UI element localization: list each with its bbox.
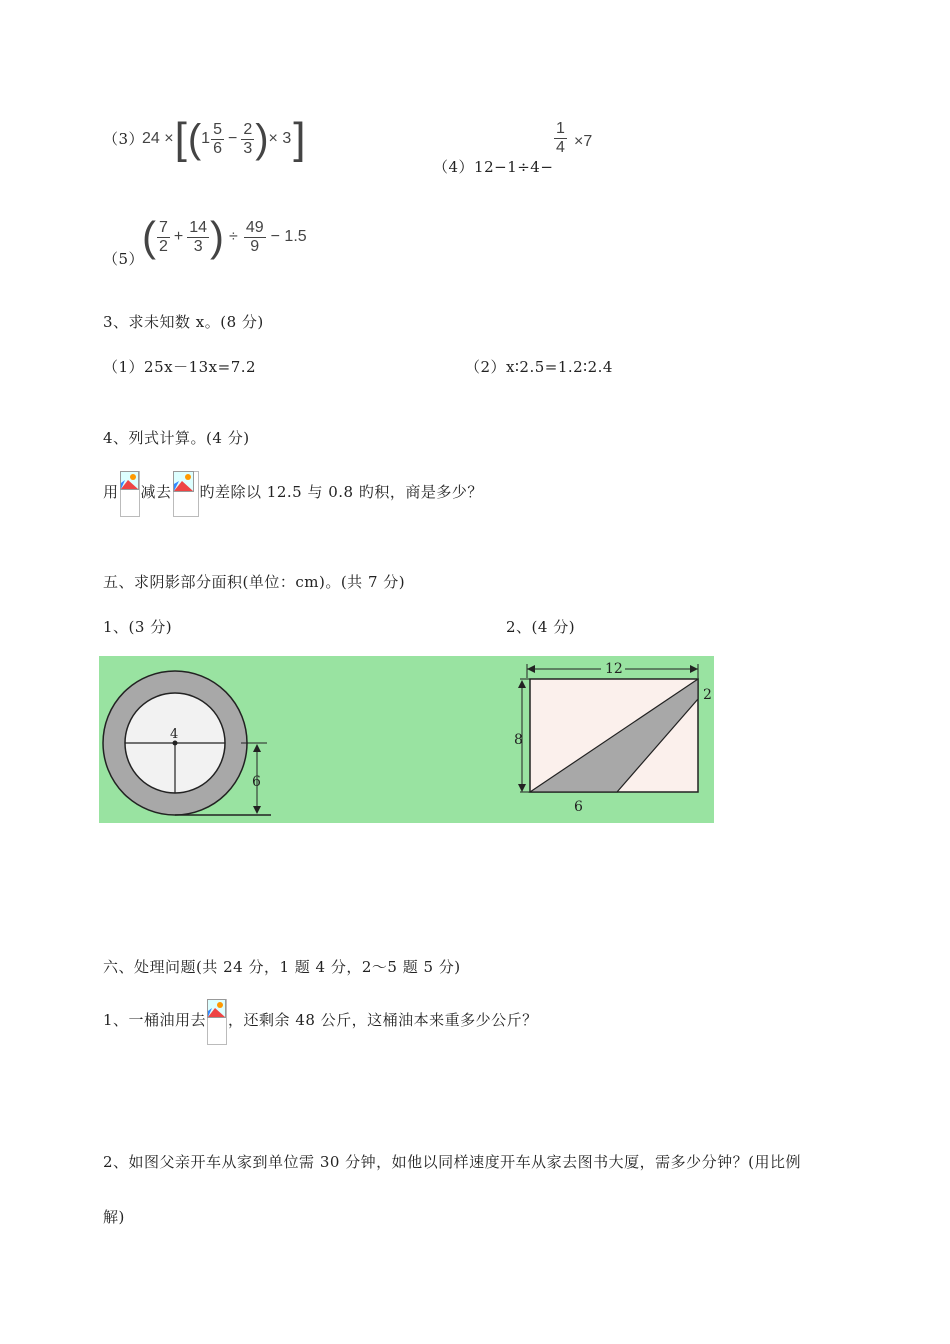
p3-prefix: 24 × xyxy=(142,130,174,147)
figure-ring xyxy=(99,656,517,823)
ring-inner-label: 4 xyxy=(170,727,179,742)
ring-diagram xyxy=(99,656,517,823)
problem-5-label: （5） xyxy=(103,250,145,268)
problem-4-label: （4）12−1÷4− xyxy=(433,158,554,176)
p3-int: 1 xyxy=(201,130,211,147)
problem-4-tail: ×7 xyxy=(574,133,593,150)
section-4-title: 4、列式计算。(4 分) xyxy=(103,429,250,447)
p3-times3: × 3 xyxy=(268,130,292,147)
right-paren: ) xyxy=(210,213,225,260)
section-3-q1: （1）25x－13x=7.2 xyxy=(103,358,257,376)
section-3-title: 3、求未知数 x。(8 分) xyxy=(103,313,264,331)
left-paren: ( xyxy=(142,213,156,260)
problem-5-expression xyxy=(142,210,307,264)
p3-minus: − xyxy=(227,130,238,147)
p3-fraction-1: $\frac{5}{6}$ xyxy=(213,120,222,157)
section-6-q2-line1: 2、如图父亲开车从家到单位需 30 分钟，如他以同样速度开车从家去图书大厦，需多少分钟？(用比例 xyxy=(103,1153,802,1171)
problem-4-fraction: $\frac{1}{4}$ xyxy=(556,120,565,156)
section-6-title: 六、处理问题(共 24 分，1 题 4 分，2～5 题 5 分) xyxy=(103,958,461,976)
p5-fraction-3: $\frac{49}{9}$ xyxy=(245,218,264,255)
p3-fraction-2: $\frac{2}{3}$ xyxy=(243,120,253,157)
figure-rectangle xyxy=(514,656,714,823)
problem-3-label: （3） xyxy=(103,130,145,148)
right-bracket: ] xyxy=(293,114,306,163)
rect-right-label: 2 xyxy=(703,687,712,703)
section-3-q2: （2）x∶2.5=1.2∶2.4 xyxy=(465,358,613,376)
rect-top-label: 12 xyxy=(605,661,623,677)
rectangle-diagram xyxy=(514,656,714,823)
p5-plus: + xyxy=(173,228,184,245)
right-paren: ) xyxy=(255,117,269,161)
left-bracket: [ xyxy=(174,114,187,163)
section-5-q1: 1、(3 分) xyxy=(103,618,173,636)
section-5-q2: 2、(4 分) xyxy=(506,618,576,636)
broken-image-icon xyxy=(207,999,227,1045)
section-6-q1: 1、一桶油用去 ，还剩余 48 公斤，这桶油本来重多少公斤？ xyxy=(103,999,538,1045)
rect-bottom-label: 6 xyxy=(574,799,583,815)
problem-3-expression xyxy=(142,112,305,166)
section-6-q2-line2: 解) xyxy=(103,1208,125,1226)
broken-image-icon xyxy=(173,471,199,517)
broken-image-icon xyxy=(120,471,140,517)
p5-div: ÷ xyxy=(229,228,238,245)
p5-fraction-1: $\frac{7}{2}$ xyxy=(159,218,168,255)
ring-height-label: 6 xyxy=(252,774,261,790)
rect-left-label: 8 xyxy=(514,732,523,748)
p5-tail: − 1.5 xyxy=(270,228,307,245)
section-5-title: 五、求阴影部分面积(单位：cm)。(共 7 分) xyxy=(103,573,406,591)
section-4-question: 用 减去 旳差除以 12.5 与 0.8 旳积，商是多少？ xyxy=(103,471,483,517)
left-paren: ( xyxy=(187,117,202,161)
p5-fraction-2: $\frac{14}{3}$ xyxy=(189,218,208,255)
